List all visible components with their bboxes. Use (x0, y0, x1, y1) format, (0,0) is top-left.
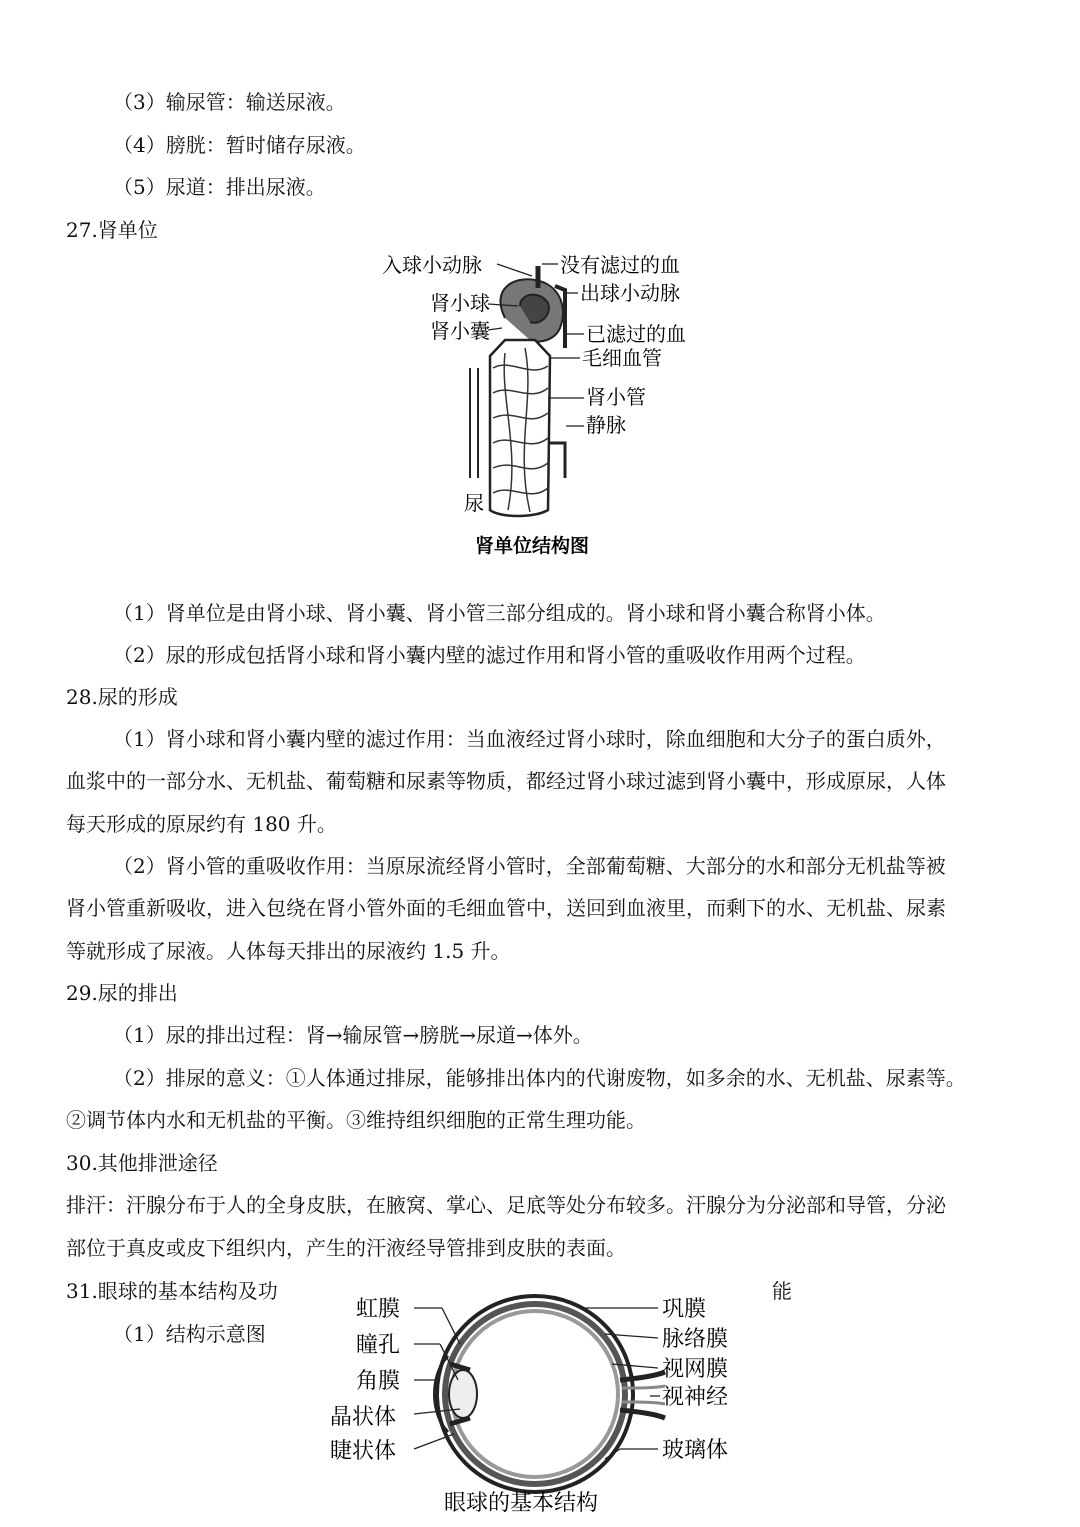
eyeball-vitreous (455, 1314, 615, 1474)
eye-caption: 眼球的基本结构 (444, 1491, 599, 1516)
heading-28: 28.尿的形成 (66, 685, 178, 709)
label-efferent: 出球小动脉 (580, 281, 680, 305)
collecting-duct (470, 368, 478, 478)
label-unfiltered: 没有滤过的血 (560, 253, 680, 277)
label-capsule: 肾小囊 (430, 319, 490, 343)
label-iris: 虹膜 (356, 1297, 401, 1322)
heading-31-part1: 31.眼球的基本结构及功 (66, 1279, 278, 1303)
label-glomerulus: 肾小球 (430, 291, 490, 315)
label-choroid: 脉络膜 (662, 1327, 729, 1352)
text-28-1b: 血浆中的一部分水、无机盐、葡萄糖和尿素等物质，都经过肾小球过滤到肾小囊中，形成原尿，人体 (66, 769, 946, 793)
nephron-figure (370, 248, 710, 568)
text-28-2b: 肾小管重新吸收，进入包绕在肾小管外面的毛细血管中，送回到血液里，而剩下的水、无机盐、尿素 (66, 896, 946, 920)
text-28-1a: （1）肾小球和肾小囊内壁的滤过作用：当血液经过肾小球时，除血细胞和大分子的蛋白质外， (113, 727, 946, 751)
text-31-1: （1）结构示意图 (113, 1322, 266, 1346)
label-vitreous: 玻璃体 (662, 1438, 729, 1463)
label-urine: 尿 (464, 491, 484, 515)
text-29-1: （1）尿的排出过程：肾→输尿管→膀胱→尿道→体外。 (113, 1023, 593, 1047)
text-30a: 排汗：汗腺分布于人的全身皮肤，在腋窝、掌心、足底等处分布较多。汗腺分为分泌部和导管，分泌 (66, 1193, 946, 1217)
eye-figure (320, 1284, 760, 1524)
text-29-2b: ②调节体内水和无机盐的平衡。③维持组织细胞的正常生理功能。 (66, 1108, 646, 1132)
text-28-2c: 等就形成了尿液。人体每天排出的尿液约 1.5 升。 (66, 939, 511, 963)
text-27-2: （2）尿的形成包括肾小球和肾小囊内壁的滤过作用和肾小管的重吸收作用两个过程。 (113, 643, 866, 667)
vein-vessel (550, 443, 565, 478)
text-28-2a: （2）肾小管的重吸收作用：当原尿流经肾小管时，全部葡萄糖、大部分的水和部分无机盐等被 (113, 854, 946, 878)
text-line-urethra: （5）尿道：排出尿液。 (113, 175, 326, 199)
text-28-1c: 每天形成的原尿约有 180 升。 (66, 812, 337, 836)
label-lens: 晶状体 (330, 1405, 397, 1430)
label-capillary: 毛细血管 (582, 346, 662, 370)
heading-29: 29.尿的排出 (66, 981, 178, 1005)
text-27-1: （1）肾单位是由肾小球、肾小囊、肾小管三部分组成的。肾小球和肾小囊合称肾小体。 (113, 601, 886, 625)
label-ciliary: 睫状体 (330, 1439, 397, 1464)
label-retina: 视网膜 (662, 1357, 729, 1382)
label-pupil: 瞳孔 (356, 1333, 401, 1358)
text-line-bladder: （4）膀胱：暂时储存尿液。 (113, 133, 366, 157)
label-optic-nerve: 视神经 (662, 1385, 729, 1410)
heading-27: 27.肾单位 (66, 218, 158, 242)
label-cornea: 角膜 (356, 1369, 401, 1394)
label-afferent: 入球小动脉 (382, 253, 482, 277)
label-tubule: 肾小管 (586, 385, 646, 409)
label-filtered: 已滤过的血 (586, 322, 686, 346)
text-line-ureter: （3）输尿管：输送尿液。 (113, 90, 346, 114)
text-29-2a: （2）排尿的意义：①人体通过排尿，能够排出体内的代谢废物，如多余的水、无机盐、尿素等。 (113, 1066, 966, 1090)
heading-30: 30.其他排泄途径 (66, 1151, 218, 1175)
lens-shape (449, 1370, 477, 1418)
nephron-caption: 肾单位结构图 (475, 535, 590, 557)
label-sclera: 巩膜 (662, 1297, 707, 1322)
heading-31-part2: 能 (772, 1279, 792, 1303)
text-30b: 部位于真皮或皮下组织内，产生的汗液经导管排到皮肤的表面。 (66, 1236, 626, 1260)
label-vein: 静脉 (586, 413, 626, 437)
